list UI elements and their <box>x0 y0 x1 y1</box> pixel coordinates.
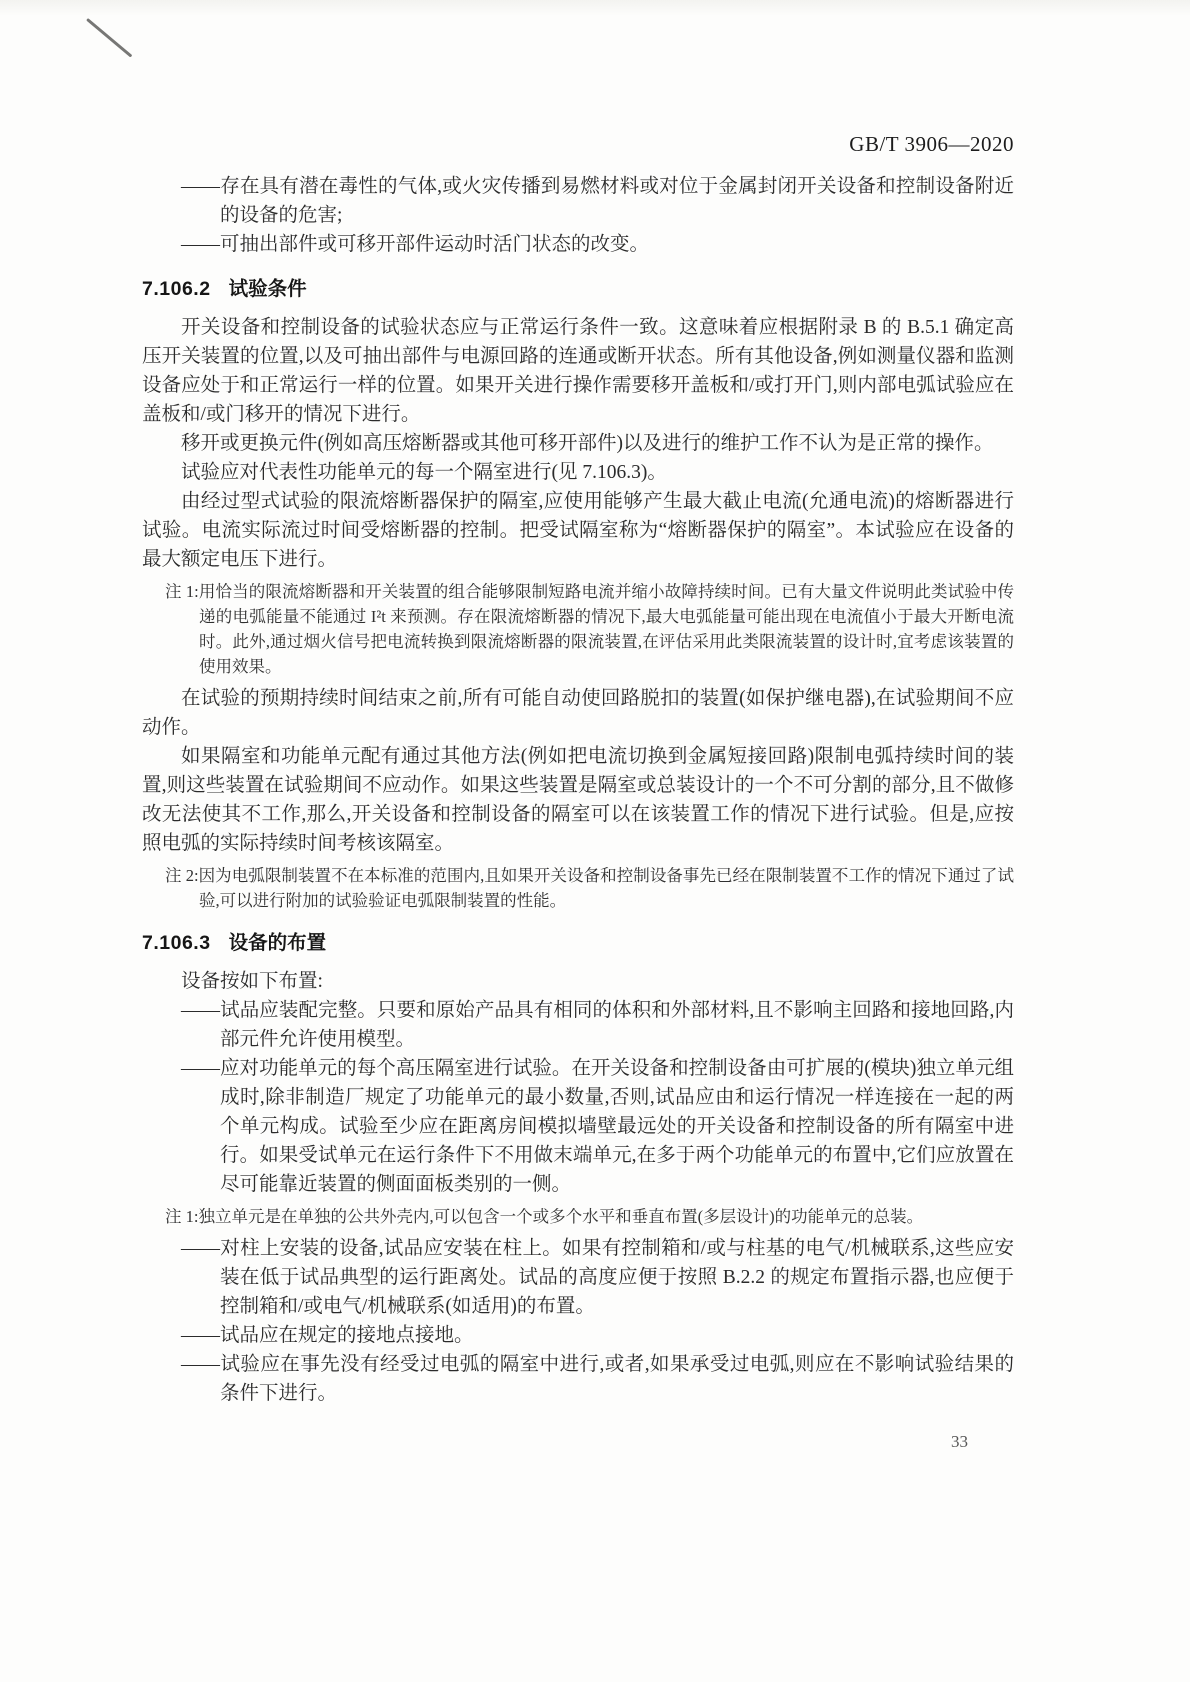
para-removal-of-components: 移开或更换元件(例如高压熔断器或其他可移开部件)以及进行的维护工作不认为是正常的操作。 <box>181 433 994 454</box>
arrangement-item-hv-compartments <box>142 1054 1014 1199</box>
dash-marker: —— <box>181 1058 220 1079</box>
section-heading-7-106-2 <box>142 275 1014 304</box>
hazard-item-toxic-gas <box>142 172 1014 230</box>
arrangement-item-complete-assembly-text: 试品应装配完整。只要和原始产品具有相同的体积和外部材料,且不影响主回路和接地回路,内部元件允许使用模型。 <box>220 1000 1014 1050</box>
hazard-item-shutter-change <box>142 230 1014 259</box>
para-tripping-devices: 在试验的预期持续时间结束之前,所有可能自动使回路脱扣的装置(如保护继电器),在试验期间不应动作。 <box>142 688 1014 738</box>
arrangement-item-earthing-text: 试品应在规定的接地点接地。 <box>220 1325 474 1346</box>
arrangement-item-complete-assembly <box>142 996 1014 1054</box>
dash-marker: —— <box>181 234 220 255</box>
doc-code: GB/T 3906—2020 <box>849 132 1014 156</box>
dash-marker: —— <box>181 1238 220 1259</box>
page-content <box>142 172 1014 1452</box>
dash-marker: —— <box>181 1354 220 1375</box>
dash-marker: —— <box>181 176 220 197</box>
scan-artifact <box>86 18 132 58</box>
arrangement-item-pole-mounted-text: 对柱上安装的设备,试品应安装在柱上。如果有控制箱和/或与柱基的电气/机械联系,这些应安装在低于试品典型的运行距离处。试品的高度应便于按照 B.2.2 的规定布置指示器,也应便于控制箱和/或电气/机械联系(如适用)的布置。 <box>220 1238 1014 1317</box>
arrangement-item-pole-mounted <box>142 1234 1014 1321</box>
section-number: 7.106.2 <box>142 278 211 300</box>
para-fuse-protected-compartment: 由经过型式试验的限流熔断器保护的隔室,应使用能够产生最大截止电流(允通电流)的熔断器进行试验。电流实际流过时间受熔断器的控制。把受试隔室称为“熔断器保护的隔室”。本试验应在设备的最大额定电压下进行。 <box>142 491 1014 570</box>
arrangement-item-earthing <box>142 1321 1014 1350</box>
arrangement-item-unexposed-compartment-text: 试验应在事先没有经受过电弧的隔室中进行,或者,如果承受过电弧,则应在不影响试验结果的条件下进行。 <box>220 1354 1014 1404</box>
arrangement-item-hv-compartments-text: 应对功能单元的每个高压隔室进行试验。在开关设备和控制设备由可扩展的(模块)独立单元组成时,除非制造厂规定了功能单元的最小数量,否则,试品应由和运行情况一样连接在一起的两个单元构成。试验至少应在距离房间模拟墙壁最远处的开关设备和控制设备的所有隔室中进行。如果受试单元在运行条件下不用做末端单元,在多于两个功能单元的布置中,它们应放置在尽可能靠近装置的侧面面板类别的一侧。 <box>220 1058 1014 1195</box>
page-number: 33 <box>951 1432 968 1451</box>
para-arrangement-intro: 设备按如下布置: <box>181 971 323 992</box>
section-title: 设备的布置 <box>228 932 327 954</box>
para-test-state: 开关设备和控制设备的试验状态应与正常运行条件一致。这意味着应根据附录 B 的 B.5.1 确定高压开关装置的位置,以及可抽出部件与电源回路的连通或断开状态。所有其他设备,例如测量仪器和监测设备应处于和正常运行一样的位置。如果开关进行操作需要移开盖板和/或打开门,则内部电弧试验应在盖板和/或门移开的情况下进行。 <box>142 317 1014 425</box>
dash-marker: —— <box>181 1000 220 1021</box>
section-title: 试验条件 <box>228 278 307 300</box>
section-number: 7.106.3 <box>142 932 211 954</box>
para-arc-limiting-devices: 如果隔室和功能单元配有通过其他方法(例如把电流切换到金属短接回路)限制电弧持续时间的装置,则这些装置在试验期间不应动作。如果这些装置是隔室或总装设计的一个不可分割的部分,且不做修改无法使其不工作,那么,开关设备和控制设备的隔室可以在该装置工作的情况下进行试验。但是,应按照电弧的实际持续时间考核该隔室。 <box>142 746 1014 854</box>
note-2-arc-limiting-devices: 注 2:因为电弧限制装置不在本标准的范围内,且如果开关设备和控制设备事先已经在限制装置不工作的情况下通过了试验,可以进行附加的试验验证电弧限制装置的性能。 <box>165 866 1014 910</box>
para-each-compartment: 试验应对代表性功能单元的每一个隔室进行(见 7.106.3)。 <box>181 462 667 483</box>
note-1-current-limiting-fuses: 注 1:用恰当的限流熔断器和开关装置的组合能够限制短路电流并缩小故障持续时间。已有大量文件说明此类试验中传递的电弧能量不能通过 I²t 来预测。存在限流熔断器的情况下,最大电弧能量可能出现在电流值小于最大开断电流时。此外,通过烟火信号把电流转换到限流熔断器的限流装置,在评估采用此类限流装置的设计时,宜考虑该装置的使用效果。 <box>165 582 1014 676</box>
section-heading-7-106-3 <box>142 929 1014 958</box>
hazard-item-toxic-gas-text: 存在具有潜在毒性的气体,或火灾传播到易燃材料或对位于金属封闭开关设备和控制设备附近的设备的危害; <box>220 176 1014 226</box>
dash-marker: —— <box>181 1325 220 1346</box>
hazard-item-shutter-change-text: 可抽出部件或可移开部件运动时活门状态的改变。 <box>220 234 650 255</box>
note-1-standalone-unit: 注 1:独立单元是在单独的公共外壳内,可以包含一个或多个水平和垂直布置(多层设计)的功能单元的总装。 <box>165 1207 924 1226</box>
arrangement-item-unexposed-compartment <box>142 1350 1014 1408</box>
